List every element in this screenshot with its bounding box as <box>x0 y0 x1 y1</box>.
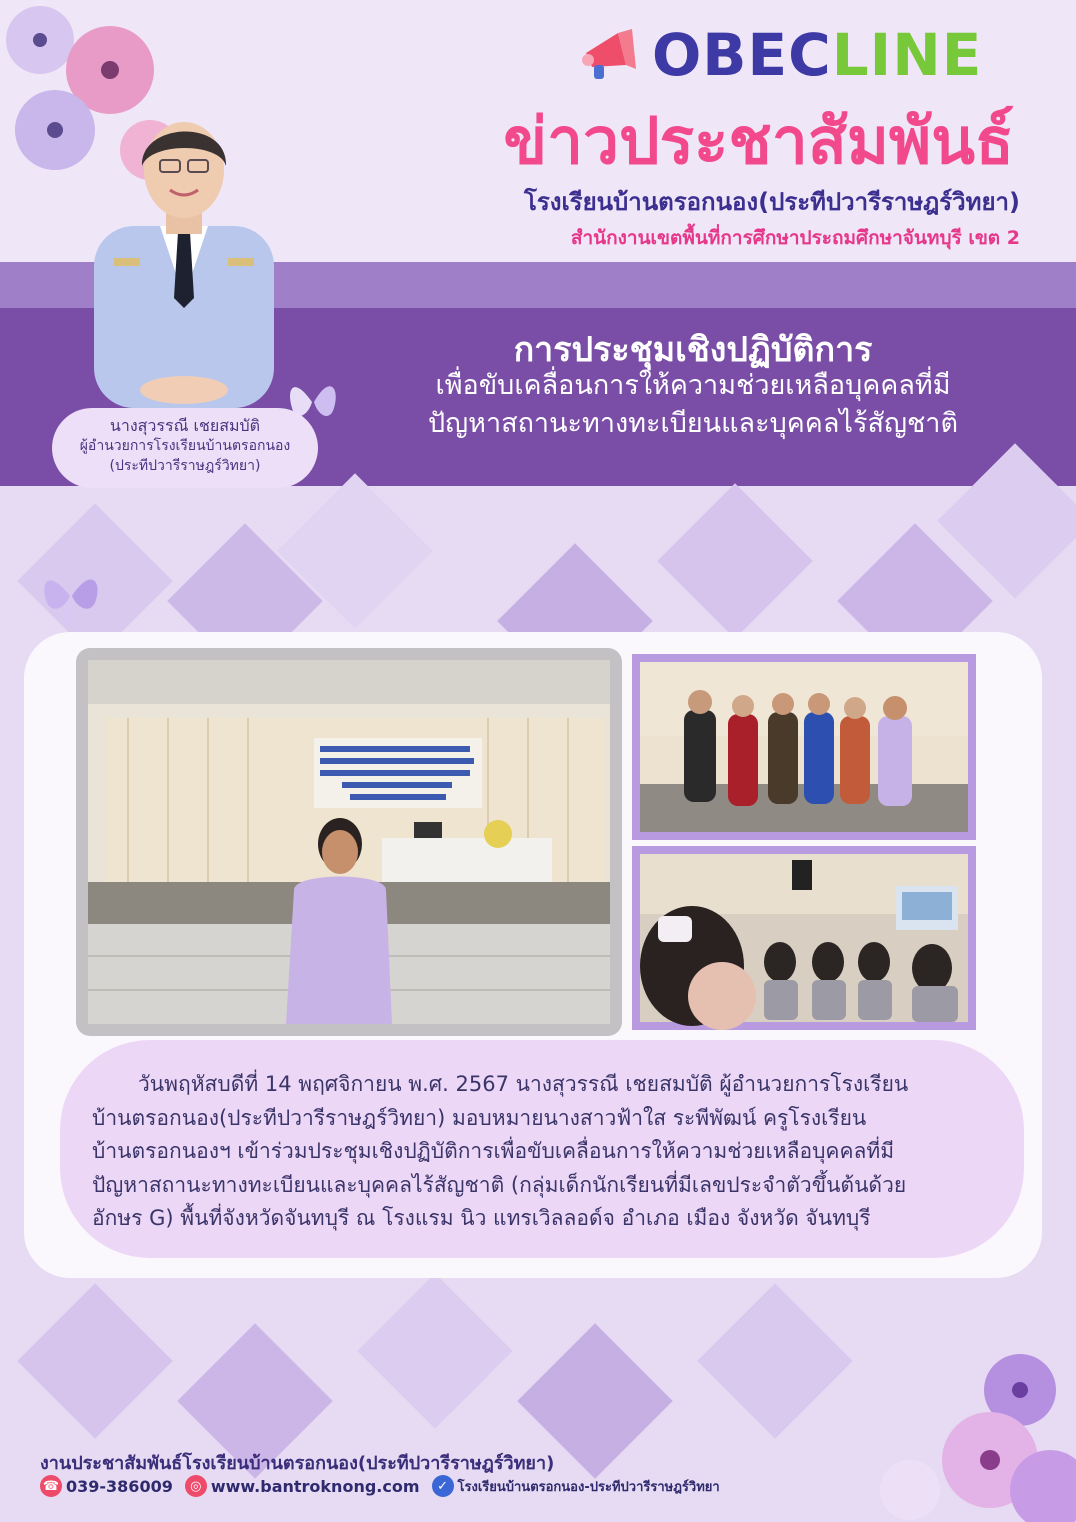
event-subtitle-line2: ปัญหาสถานะทางทะเบียนและบุคคลไร้สัญชาติ <box>428 408 958 439</box>
caption-line: วันพฤหัสบดีที่ 14 พฤศจิกายน พ.ศ. 2567 นางสุวรรณี เชยสมบัติ ผู้อำนวยการโรงเรียน <box>138 1072 909 1096</box>
facebook-like-icon: ✓ <box>432 1475 454 1497</box>
footer-contacts <box>40 1474 720 1498</box>
director-position: ผู้อำนวยการโรงเรียนบ้านตรอกนอง <box>79 438 291 454</box>
caption-line: อักษร G) พื้นที่จังหวัดจันทบุรี ณ โรงแรม นิว แทรเวิลลอด์จ อำเภอ เมือง จังหวัด จันทบุรี <box>92 1206 871 1230</box>
globe-icon: ◎ <box>185 1475 207 1497</box>
meeting-photo <box>632 846 976 1030</box>
footer-phone[interactable]: 039-386009 <box>66 1476 173 1496</box>
obecline-logo <box>578 20 982 90</box>
event-subtitle-line1: เพื่อขับเคลื่อนการให้ความช่วยเหลือบุคคลที่มี <box>435 370 951 401</box>
footer-website[interactable]: www.bantroknong.com <box>210 1476 420 1496</box>
phone-icon: ☎ <box>40 1475 62 1497</box>
logo-text-obec: OBEC <box>652 21 832 89</box>
director-name: นางสุวรรณี เชยสมบัติ <box>109 416 261 435</box>
footer-title: งานประชาสัมพันธ์โรงเรียนบ้านตรอกนอง(ประทีปวารีราษฎร์วิทยา) <box>40 1453 555 1474</box>
director-school: (ประทีปวารีราษฎร์วิทยา) <box>109 458 261 474</box>
main-photo <box>88 660 610 1024</box>
caption-line: ปัญหาสถานะทางทะเบียนและบุคคลไร้สัญชาติ (กลุ่มเด็กนักเรียนที่มีเลขประจำตัวขึ้นต้นด้วย <box>92 1172 907 1197</box>
school-name: โรงเรียนบ้านตรอกนอง(ประทีปวารีราษฎร์วิทยา) <box>523 188 1020 216</box>
caption-line: บ้านตรอกนองฯ เข้าร่วมประชุมเชิงปฏิบัติการเพื่อขับเคลื่อนการให้ความช่วยเหลือบุคคลที่มี <box>92 1139 895 1163</box>
event-subtitle <box>348 367 1038 443</box>
director-name-card <box>52 408 318 488</box>
event-title: การประชุมเชิงปฏิบัติการ <box>513 330 873 370</box>
news-caption <box>92 1068 1012 1236</box>
director-photo <box>80 108 288 408</box>
group-photo <box>632 654 976 840</box>
office-name: สำนักงานเขตพื้นที่การศึกษาประถมศึกษาจันทบุรี เขต 2 <box>570 227 1020 249</box>
footer-facebook[interactable]: โรงเรียนบ้านตรอกนอง-ประทีปวารีราษฎร์วิทยา <box>457 1479 720 1495</box>
megaphone-icon <box>578 23 642 87</box>
butterfly-icon <box>40 560 102 632</box>
logo-text-line: LINE <box>831 21 983 89</box>
caption-line: บ้านตรอกนอง(ประทีปวารีราษฎร์วิทยา) มอบหมายนางสาวฟ้าใส ระพีพัฒน์ ครูโรงเรียน <box>92 1105 867 1130</box>
page-headline: ข่าวประชาสัมพันธ์ <box>503 105 1014 179</box>
flower-decoration-bottom-right <box>850 1290 1076 1522</box>
